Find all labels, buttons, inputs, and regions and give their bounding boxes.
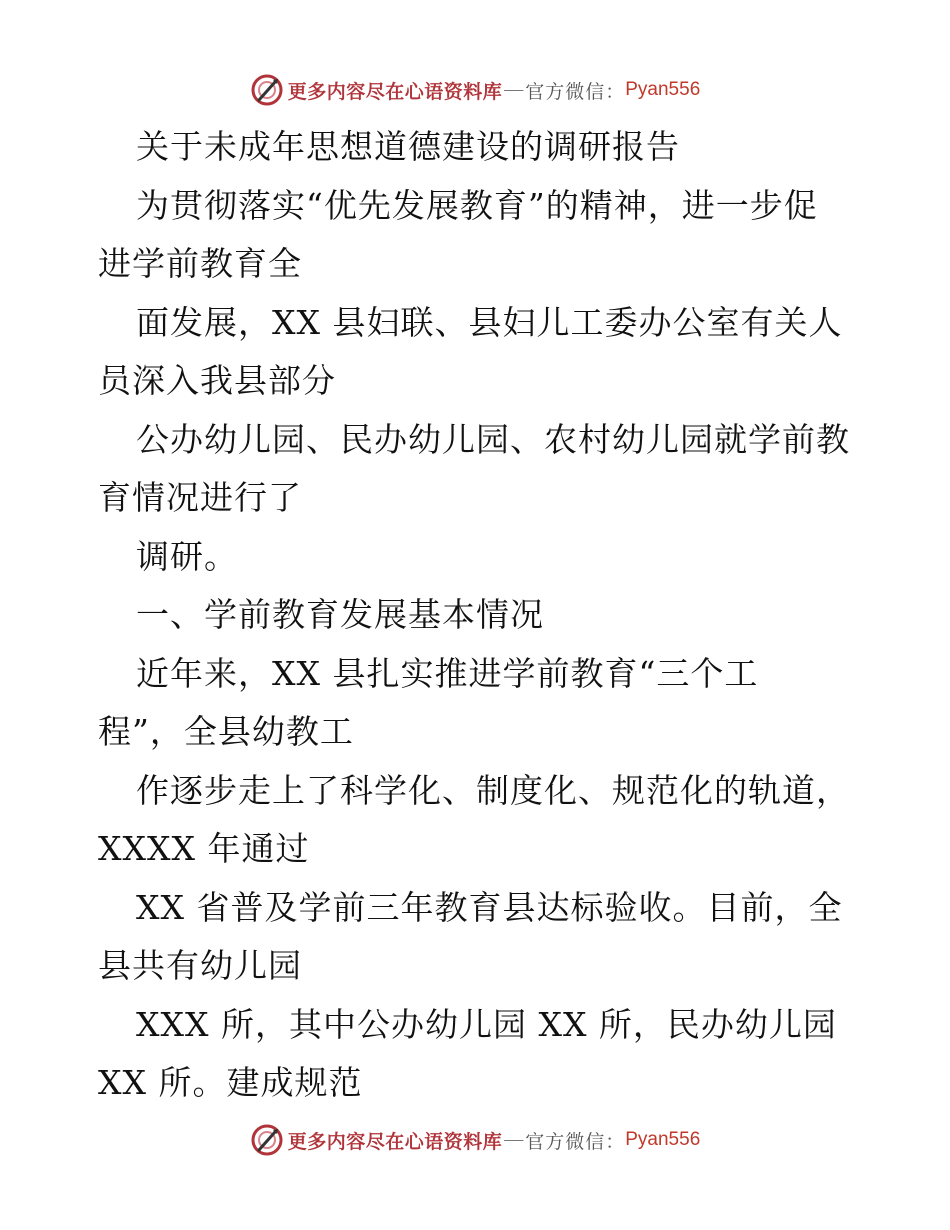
document-line: 关于未成年思想道德建设的调研报告 (136, 127, 680, 166)
document-body (98, 118, 858, 1113)
banner-wechat-id: Pyan556 (625, 79, 701, 100)
banner-sub-text: 官方微信： (525, 1131, 626, 1153)
document-line: 一、学前教育发展基本情况 (136, 595, 544, 634)
banner-main-text: 更多内容尽在心语资料库 (287, 1131, 503, 1153)
document-line: XX 所。建成规范 (98, 1063, 363, 1102)
document-line: 育情况进行了 (98, 478, 302, 517)
banner-main-text: 更多内容尽在心语资料库 (287, 81, 503, 103)
header-banner (0, 70, 950, 110)
banner-dash: — (504, 1129, 524, 1150)
document-line: 程”，全县幼教工 (98, 712, 354, 751)
document-line: 公办幼儿园、民办幼儿园、农村幼儿园就学前教 (136, 419, 850, 459)
document-line: 员深入我县部分 (98, 361, 336, 400)
document-line: 近年来，XX 县扎实推进学前教育“三个工 (136, 653, 759, 693)
document-line: 调研。 (136, 536, 238, 576)
document-line: 面发展，XX 县妇联、县妇儿工委办公室有关人 (136, 302, 843, 342)
document-line: 作逐步走上了科学化、制度化、规范化的轨道， (136, 770, 850, 810)
document-line: 进学前教育全 (98, 244, 302, 283)
document-line: XXX 所，其中公办幼儿园 XX 所，民办幼儿园 (136, 1004, 837, 1044)
document-line: 县共有幼儿园 (98, 946, 302, 985)
footer-banner (0, 1120, 950, 1160)
document-line: XXXX 年通过 (98, 829, 310, 868)
brand-logo-icon (250, 1123, 284, 1157)
document-line: XX 省普及学前三年教育县达标验收。目前，全 (136, 887, 843, 927)
document-line: 为贯彻落实“优先发展教育”的精神，进一步促 (136, 185, 818, 225)
banner-sub-text: 官方微信： (525, 81, 626, 103)
brand-logo-icon (250, 73, 284, 107)
banner-wechat-id: Pyan556 (625, 1129, 701, 1150)
banner-dash: — (504, 79, 524, 100)
